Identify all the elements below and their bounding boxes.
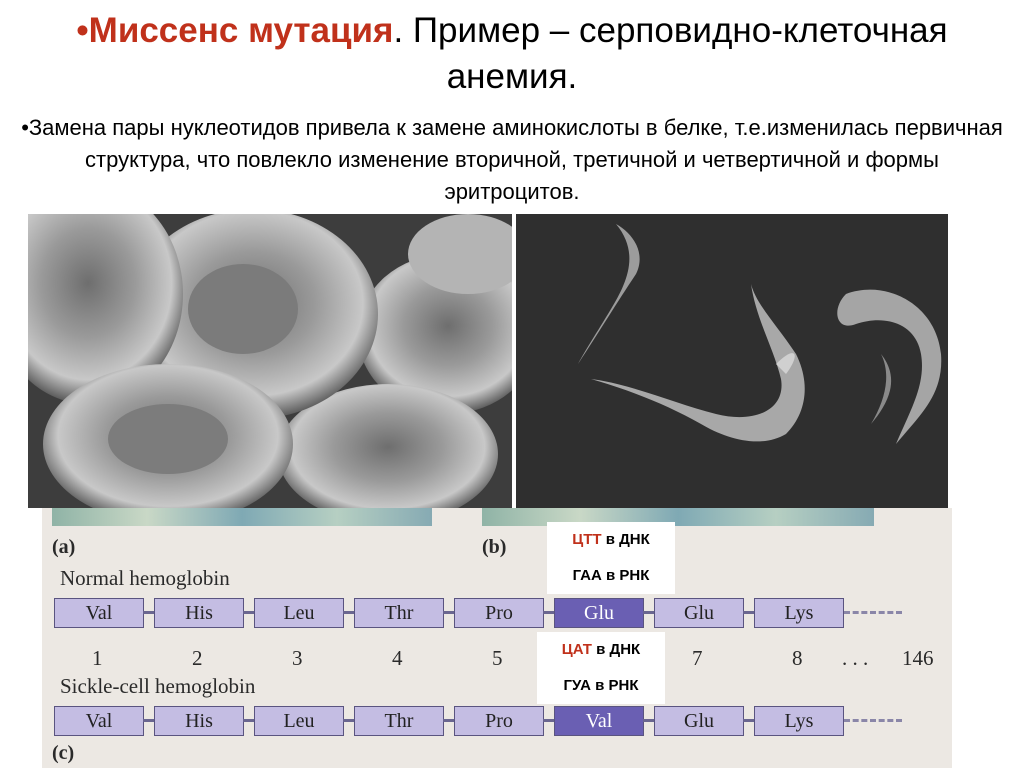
normal-dna-line [547,522,675,558]
normal-codon-box [547,522,675,594]
normal-amino-acid-2: His [154,598,244,628]
position-number: 4 [392,646,403,670]
mutant-rna-line: ГУА в РНК [563,677,639,694]
sickle-amino-acid-4: Thr [354,706,444,736]
panel-label-a: (a) [52,536,76,558]
normal-dna-suffix: в ДНК [601,531,650,548]
title-bullet: • [76,11,89,50]
slide-title [40,8,984,100]
title-accent: Миссенс мутация [88,11,394,50]
sickle-amino-acid-2: His [154,706,244,736]
sickle-chain-continuation [844,719,902,722]
normal-erythrocytes-image [28,214,512,508]
top-color-band-right [482,508,874,526]
sickle-erythrocytes-image [516,214,948,508]
mutant-codon-box [537,632,665,704]
sickle-amino-acid-6: Val [554,706,644,736]
normal-chain-continuation [844,611,902,614]
panel-label-c: (c) [52,742,75,764]
position-number: 3 [292,646,303,670]
position-number: 1 [92,646,103,670]
position-number: 8 [792,646,803,670]
normal-hemoglobin-title: Normal hemoglobin [60,566,230,590]
normal-amino-acid-7: Glu [654,598,744,628]
sickle-amino-acid-3: Leu [254,706,344,736]
mutant-dna-codon: ЦАТ [561,641,592,658]
sickle-hemoglobin-title: Sickle-cell hemoglobin [60,674,256,698]
normal-amino-acid-4: Thr [354,598,444,628]
normal-amino-acid-3: Leu [254,598,344,628]
sickle-amino-acid-1: Val [54,706,144,736]
position-last: 146 [902,646,934,670]
normal-amino-acid-8: Lys [754,598,844,628]
top-color-band-left [52,508,432,526]
sickle-amino-acid-5: Pro [454,706,544,736]
position-number: 5 [492,646,503,670]
position-number: 2 [192,646,203,670]
position-ellipsis: . . . [842,646,869,670]
sickle-amino-acid-8: Lys [754,706,844,736]
normal-amino-acid-6: Glu [554,598,644,628]
hemoglobin-figure [42,508,952,768]
position-number: 7 [692,646,703,670]
description-text: •Замена пары нуклеотидов привела к замене аминокислоты в белке, т.е.изменилась первичная структура, что повлекло изменение вторичной, третичной и четвертичной и формы эритроцитов. [21,115,1003,204]
normal-dna-codon: ЦТТ [572,531,602,548]
mutant-dna-suffix: в ДНК [591,641,641,658]
normal-amino-acid-1: Val [54,598,144,628]
title-rest: . Пример – серповидно-клеточная анемия. [393,11,948,96]
mutant-dna-line [537,632,665,668]
sickle-amino-acid-7: Glu [654,706,744,736]
normal-amino-acid-5: Pro [454,598,544,628]
normal-rna-line: ГАА в РНК [572,567,650,584]
panel-label-b: (b) [482,536,507,558]
